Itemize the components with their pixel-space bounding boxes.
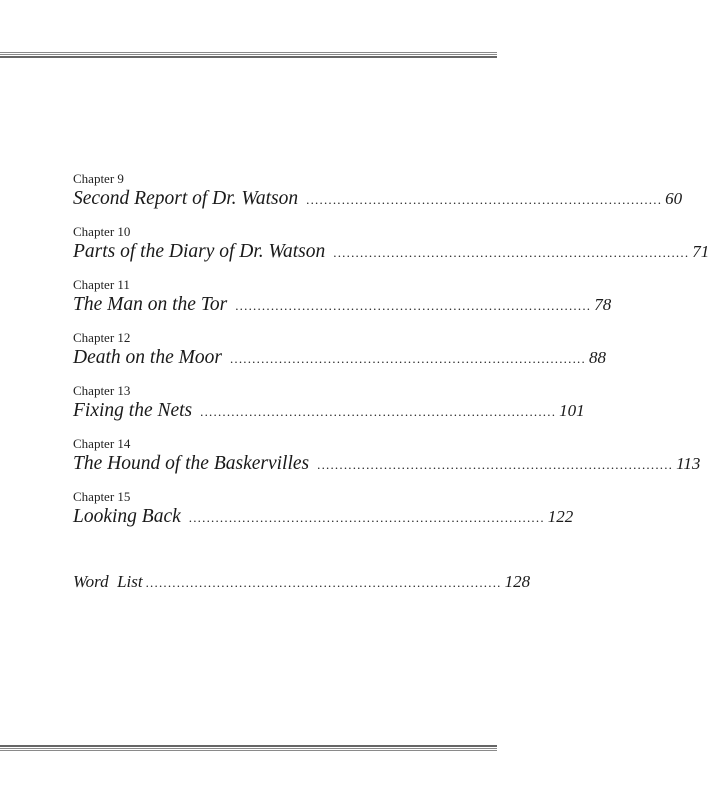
page-number: 60 (665, 189, 683, 208)
chapter-title: Death on the Moor (73, 347, 222, 368)
toc-entry-chapter-13[interactable] (73, 383, 585, 423)
chapter-label: Chapter 15 (73, 489, 131, 504)
dot-leader: ................................................................................ (229, 351, 586, 366)
word-list-title: Word List (73, 572, 143, 591)
dot-leader: ................................................................................ (317, 457, 674, 472)
chapter-title: The Man on the Tor (73, 294, 228, 315)
page-number: 78 (594, 295, 612, 314)
toc-entry-chapter-9[interactable] (73, 171, 683, 211)
table-of-contents (73, 171, 709, 529)
chapter-title: Parts of the Diary of Dr. Watson (73, 241, 326, 262)
toc-entry-chapter-11[interactable] (73, 277, 612, 317)
toc-entry-word-list[interactable] (73, 569, 531, 594)
chapter-label: Chapter 14 (73, 436, 131, 451)
page-number: 88 (588, 348, 606, 367)
page-number: 101 (559, 401, 585, 420)
dot-leader: ................................................................................ (235, 298, 592, 313)
dot-leader: ................................................................................ (145, 575, 502, 590)
chapter-label: Chapter 9 (73, 171, 124, 186)
page-number: 122 (547, 507, 574, 526)
toc-entry-chapter-14[interactable] (73, 436, 701, 476)
chapter-title: Fixing the Nets (73, 400, 193, 421)
toc-entry-chapter-12[interactable] (73, 330, 606, 370)
page-number: 113 (676, 454, 701, 473)
chapter-label: Chapter 11 (73, 277, 130, 292)
dot-leader: ................................................................................ (333, 245, 690, 260)
chapter-label: Chapter 10 (73, 224, 131, 239)
toc-entry-chapter-15[interactable] (73, 489, 574, 529)
chapter-label: Chapter 13 (73, 383, 131, 398)
page-number: 71 (692, 242, 709, 261)
chapter-title: Looking Back (73, 506, 181, 527)
dot-leader: ................................................................................ (188, 510, 545, 525)
page-number: 128 (504, 572, 531, 591)
chapter-label: Chapter 12 (73, 330, 131, 345)
dot-leader: ................................................................................ (306, 192, 663, 207)
chapter-title: The Hound of the Baskervilles (73, 453, 310, 474)
toc-entry-chapter-10[interactable] (73, 224, 709, 264)
chapter-title: Second Report of Dr. Watson (73, 188, 299, 209)
dot-leader: ................................................................................ (200, 404, 557, 419)
